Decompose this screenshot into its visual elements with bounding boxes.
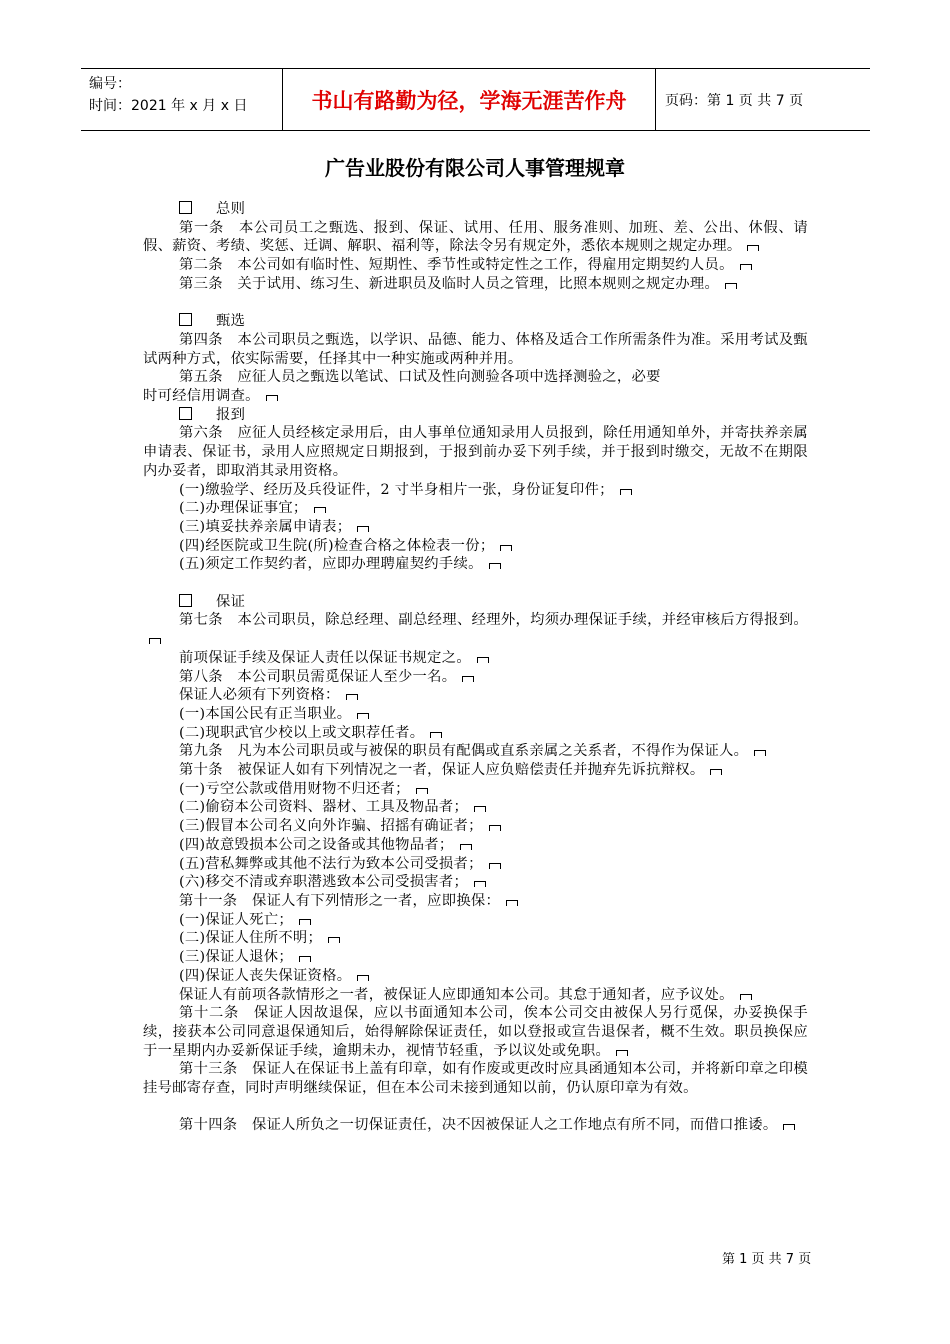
paragraph-mark-icon (474, 806, 486, 812)
list-item: (六)移交不清或弃职潜逃致本公司受损害者； (143, 873, 808, 892)
number-label: 编号： (89, 76, 131, 92)
article-6: 第六条 应征人员经核定录用后，由人事单位通知录用人员报到，除任用通知单外，并寄扶养亲属申请表、保证书，录用人应照规定日期报到，于报到前办妥下列手续，并于报到时缴交，无故不在期限内办妥者，即取消其录用资格。 (143, 425, 808, 479)
paragraph-mark-icon (710, 769, 722, 775)
document-body (143, 200, 808, 1135)
paragraph-mark-icon (462, 676, 474, 682)
article-3: 第三条 关于试用、练习生、新进职员及临时人员之管理，比照本规则之规定办理。 (143, 275, 808, 294)
list-item: (一)亏空公款或借用财物不归还者； (143, 780, 808, 799)
article-4: 第四条 本公司职员之甄选，以学识、品德、能力、体格及适合工作所需条件为准。采用考试及甄试两种方式，依实际需要，任择其中一种实施或两种并用。 (143, 331, 808, 367)
article-1: 第一条 本公司员工之甄选、报到、保证、试用、任用、服务准则、加班、差、公出、休假、请假、薪资、考绩、奖惩、迁调、解职、福利等，除法令另有规定外，悉依本规则之规定办理。 (143, 219, 808, 255)
paragraph-mark-icon (783, 1124, 795, 1130)
paragraph-mark-icon (754, 750, 766, 756)
paragraph-mark-icon (346, 694, 358, 700)
article-14: 第十四条 保证人所负之一切保证责任，决不因被保证人之工作地点有所不同，而借口推诿。 (143, 1116, 808, 1135)
paragraph-mark-icon (474, 881, 486, 887)
paragraph-mark-icon (357, 975, 369, 981)
page-footer: 第 1 页 共 7 页 (722, 1252, 812, 1267)
paragraph-mark-icon (357, 713, 369, 719)
list-item: (四)经医院或卫生院(所)检查合格之体检表一份； (143, 537, 808, 556)
article-2: 第二条 本公司如有临时性、短期性、季节性或特定性之工作，得雇用定期契约人员。 (143, 256, 808, 275)
article-5: 第五条 应征人员之甄选以笔试、口试及性向测验各项中选择测验之，必要 (179, 369, 661, 386)
section-heading: 报到 (143, 406, 808, 425)
paragraph-mark-icon (357, 526, 369, 532)
list-item: (三)假冒本公司名义向外诈骗、招摇有确证者； (143, 817, 808, 836)
list-item: (一)本国公民有正当职业。 (143, 705, 808, 724)
header-meta (89, 73, 283, 117)
header-motto: 书山有路勤为径，学海无涯苦作舟 (311, 88, 627, 113)
document-title: 广告业股份有限公司人事管理规章 (325, 156, 625, 180)
article-8-note: 保证人必须有下列资格： (143, 686, 808, 705)
article-7: 第七条 本公司职员，除总经理、副总经理、经理外，均须办理保证手续，并经审核后方得报到。 (143, 611, 808, 648)
paragraph-mark-icon (616, 1050, 628, 1056)
article-5-cont: 时可经信用调查。 (143, 387, 808, 406)
article-12: 第十二条 保证人因故退保，应以书面通知本公司，俟本公司交由被保人另行觅保，办妥换保手续，接获本公司同意退保通知后，始得解除保证责任，如以登报或宣告退保者，概不生效。职员换保应于一星期内办妥新保证手续，逾期未办，视情节轻重，予以议处或免职。 (143, 1005, 808, 1059)
paragraph-mark-icon (416, 788, 428, 794)
list-item: (四)故意毁损本公司之设备或其他物品者； (143, 836, 808, 855)
paragraph-mark-icon (314, 507, 326, 513)
article-10: 第十条 被保证人如有下列情况之一者，保证人应负赔偿责任并抛弃先诉抗辩权。 (143, 761, 808, 780)
page-header (81, 68, 870, 131)
paragraph-mark-icon (266, 395, 278, 401)
paragraph-mark-icon (740, 264, 752, 270)
list-item: (三)保证人退休； (143, 948, 808, 967)
header-divider (655, 69, 656, 130)
paragraph-mark-icon (328, 937, 340, 943)
paragraph-mark-icon (506, 900, 518, 906)
paragraph-mark-icon (725, 283, 737, 289)
article-11-note: 保证人有前项各款情形之一者，被保证人应即通知本公司。其怠于通知者，应予议处。 (143, 986, 808, 1005)
list-item: (二)保证人住所不明； (143, 929, 808, 948)
paragraph-mark-icon (620, 489, 632, 495)
checkbox-icon (179, 313, 192, 326)
paragraph-mark-icon (500, 545, 512, 551)
list-item: (五)须定工作契约者，应即办理聘雇契约手续。 (143, 555, 808, 574)
article-7-note: 前项保证手续及保证人责任以保证书规定之。 (143, 649, 808, 668)
list-item: (一)保证人死亡； (143, 911, 808, 930)
article-11: 第十一条 保证人有下列情形之一者，应即换保： (143, 892, 808, 911)
paragraph-mark-icon (489, 825, 501, 831)
article-8: 第八条 本公司职员需觅保证人至少一名。 (143, 668, 808, 687)
list-item: (一)缴验学、经历及兵役证件，2 寸半身相片一张，身份证复印件； (143, 481, 808, 500)
paragraph-mark-icon (299, 956, 311, 962)
checkbox-icon (179, 407, 192, 420)
section-heading: 总则 (143, 200, 808, 219)
paragraph-mark-icon (489, 563, 501, 569)
checkbox-icon (179, 201, 192, 214)
paragraph-mark-icon (747, 245, 759, 251)
paragraph-mark-icon (477, 657, 489, 663)
header-page-label: 页码：第 1 页 共 7 页 (665, 92, 804, 109)
list-item: (五)营私舞弊或其他不法行为致本公司受损者； (143, 855, 808, 874)
list-item: (二)偷窃本公司资料、器材、工具及物品者； (143, 798, 808, 817)
paragraph-mark-icon (430, 732, 442, 738)
time-label: 时间：2021 年 x 月 x 日 (89, 98, 248, 114)
article-9: 第九条 凡为本公司职员或与被保的职员有配偶或直系亲属之关系者，不得作为保证人。 (143, 742, 808, 761)
list-item: (四)保证人丧失保证资格。 (143, 967, 808, 986)
checkbox-icon (179, 594, 192, 607)
section-heading: 甄选 (143, 312, 808, 331)
paragraph-mark-icon (740, 994, 752, 1000)
list-item: (二)办理保证事宜； (143, 499, 808, 518)
paragraph-mark-icon (460, 844, 472, 850)
paragraph-mark-icon (299, 919, 311, 925)
list-item: (二)现职武官少校以上或文职荐任者。 (143, 724, 808, 743)
list-item: (三)填妥扶养亲属申请表； (143, 518, 808, 537)
article-13: 第十三条 保证人在保证书上盖有印章，如有作废或更改时应具函通知本公司，并将新印章之印模挂号邮寄存查，同时声明继续保证，但在本公司未接到通知以前，仍认原印章为有效。 (143, 1061, 808, 1097)
section-heading: 保证 (143, 593, 808, 612)
paragraph-mark-icon (489, 863, 501, 869)
paragraph-mark-icon (149, 638, 161, 644)
